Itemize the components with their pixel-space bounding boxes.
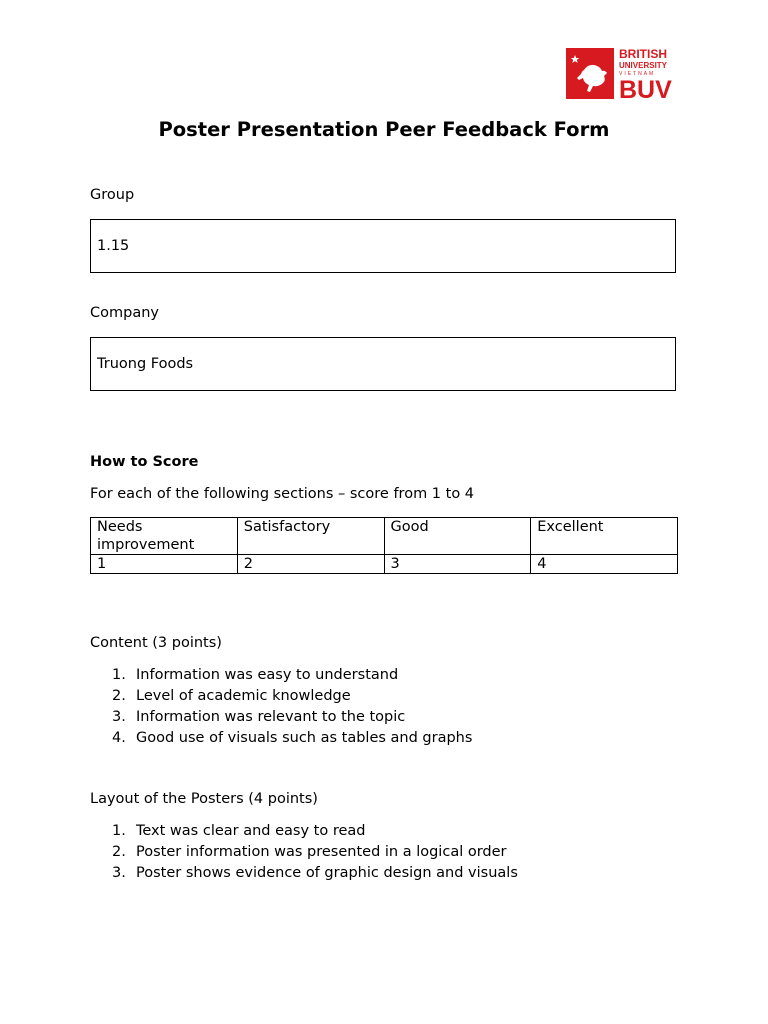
svg-text:UNIVERSITY: UNIVERSITY — [619, 61, 668, 70]
list-item — [112, 707, 672, 728]
score-scale-table — [90, 517, 678, 574]
score-header-cell: Good — [384, 518, 531, 555]
content-criteria-list — [112, 665, 672, 749]
list-item — [112, 686, 672, 707]
score-scale-value-row — [91, 555, 678, 574]
list-item-text: Information was easy to understand — [136, 667, 399, 683]
layout-criteria-list — [112, 821, 672, 884]
svg-text:BRITISH: BRITISH — [619, 47, 667, 61]
buv-logo — [566, 46, 680, 102]
list-item-text: Level of academic knowledge — [136, 688, 351, 704]
content-section-heading: Content (3 points) — [90, 635, 222, 651]
score-value-cell: 1 — [91, 555, 238, 574]
list-item-number: 1. — [112, 667, 126, 683]
how-to-score-heading: How to Score — [90, 454, 199, 470]
list-item — [112, 728, 672, 749]
layout-section-heading: Layout of the Posters (4 points) — [90, 791, 318, 807]
how-to-score-intro: For each of the following sections – score from 1 to 4 — [90, 486, 475, 502]
svg-text:BUV: BUV — [619, 76, 672, 102]
list-item-number: 3. — [112, 865, 126, 881]
list-item — [112, 842, 672, 863]
group-label: Group — [90, 187, 135, 203]
score-header-cell: Satisfactory — [237, 518, 384, 555]
list-item-number: 3. — [112, 709, 126, 725]
company-value: Truong Foods — [97, 356, 194, 372]
score-scale-header-row — [91, 518, 678, 555]
company-field[interactable] — [90, 337, 676, 391]
list-item-number: 1. — [112, 823, 126, 839]
list-item-text: Poster shows evidence of graphic design and visuals — [136, 865, 518, 881]
score-header-cell: Needs improvement — [91, 518, 238, 555]
score-value-cell: 3 — [384, 555, 531, 574]
page-title: Poster Presentation Peer Feedback Form — [158, 118, 610, 141]
list-item-text: Text was clear and easy to read — [136, 823, 366, 839]
score-value-cell: 2 — [237, 555, 384, 574]
list-item — [112, 863, 672, 884]
list-item — [112, 821, 672, 842]
list-item-text: Information was relevant to the topic — [136, 709, 406, 725]
group-field[interactable] — [90, 219, 676, 273]
list-item-number: 4. — [112, 730, 126, 746]
score-value-cell: 4 — [531, 555, 678, 574]
list-item-text: Good use of visuals such as tables and graphs — [136, 730, 473, 746]
buv-logo-mark — [566, 46, 680, 102]
list-item-number: 2. — [112, 844, 126, 860]
list-item-number: 2. — [112, 688, 126, 704]
svg-text:VIETNAM: VIETNAM — [619, 71, 656, 77]
score-header-cell: Excellent — [531, 518, 678, 555]
company-label: Company — [90, 305, 159, 321]
group-value: 1.15 — [97, 238, 130, 254]
list-item-text: Poster information was presented in a logical order — [136, 844, 507, 860]
list-item — [112, 665, 672, 686]
